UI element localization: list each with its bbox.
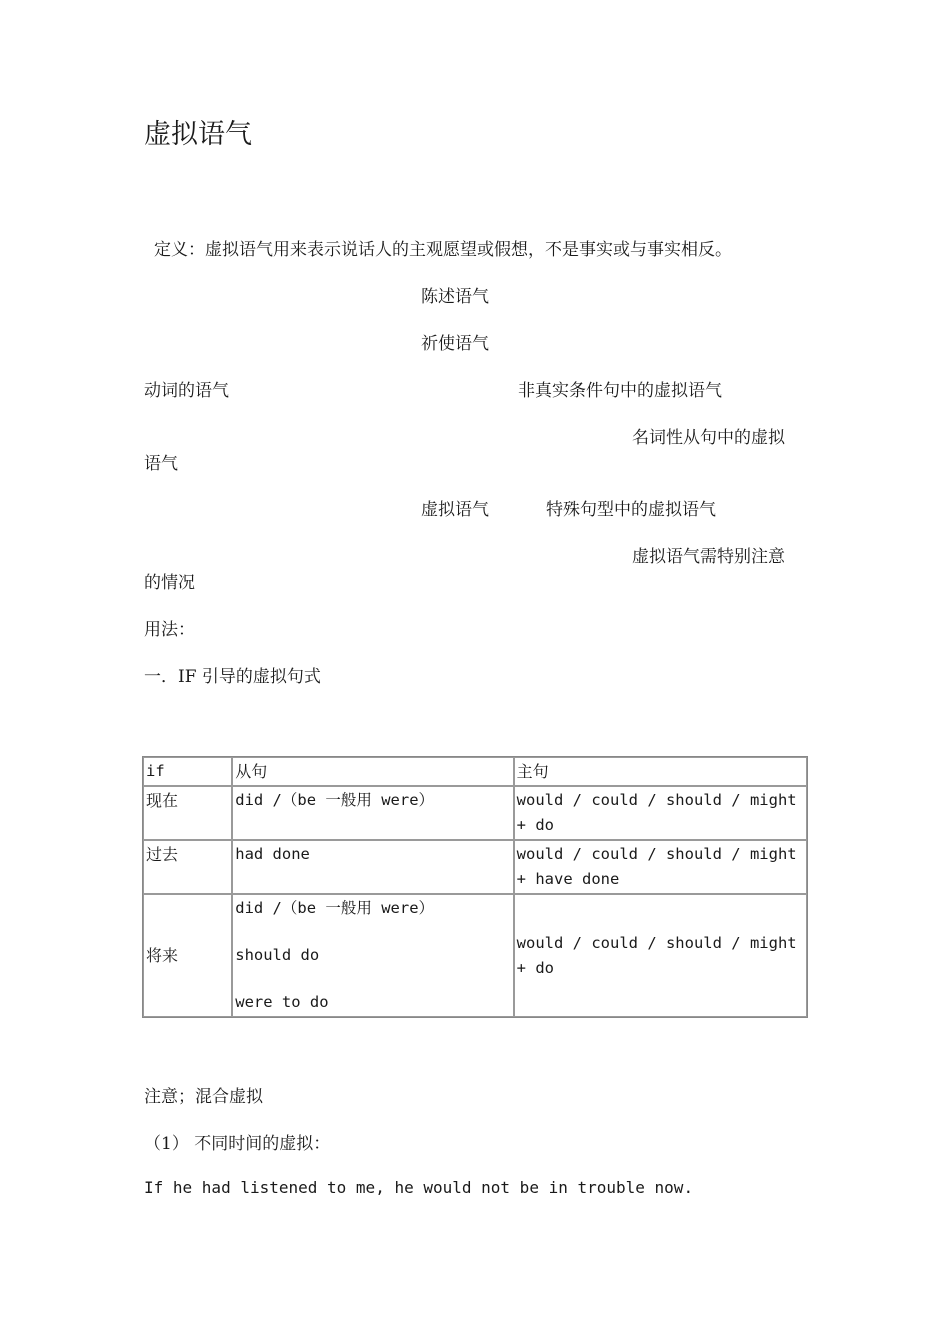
table-row [143, 840, 807, 894]
note-item-1: （1） 不同时间的虚拟： [144, 1134, 331, 1154]
clause-line: did /（be 一般用 were） [235, 899, 435, 917]
definition-text: 定义：虚拟语气用来表示说话人的主观愿望或假想，不是事实或与事实相反。 [154, 240, 732, 260]
table-cell-time: 过去 [143, 840, 232, 894]
table-cell-main: would / could / should / might + do [514, 894, 807, 1017]
page-title: 虚拟语气 [144, 119, 252, 150]
table-cell-time: 将来 [143, 894, 232, 1017]
table-cell-clause: had done [232, 840, 513, 894]
clause-line: were to do [235, 993, 329, 1011]
table-cell-main: would / could / should / might + have done [514, 840, 807, 894]
mood-noun-clause-wrap: 语气 [144, 454, 178, 474]
table-header-cell: 主句 [514, 757, 807, 786]
table-header-row [143, 757, 807, 786]
mood-indicative: 陈述语气 [421, 287, 489, 307]
mood-attention-wrap: 的情况 [144, 573, 195, 593]
if-subjunctive-table [142, 756, 808, 1018]
table-header-cell: if [143, 757, 232, 786]
mood-attention: 虚拟语气需特别注意 [632, 547, 785, 567]
table-cell-clause [232, 894, 513, 1017]
table-cell-main: would / could / should / might + do [514, 786, 807, 840]
mood-unreal-conditional: 非真实条件句中的虚拟语气 [518, 381, 722, 401]
mood-noun-clause: 名词性从句中的虚拟 [632, 428, 785, 448]
example-sentence: If he had listened to me, he would not be in trouble now. [144, 1178, 694, 1197]
mood-subjunctive: 虚拟语气 [421, 500, 489, 520]
table-cell-time: 现在 [143, 786, 232, 840]
clause-line: should do [235, 946, 320, 964]
mood-imperative: 祈使语气 [421, 334, 489, 354]
mood-special-patterns: 特殊句型中的虚拟语气 [546, 500, 716, 520]
note-label: 注意；混合虚拟 [144, 1087, 263, 1107]
mood-verb: 动词的语气 [144, 381, 229, 401]
usage-label: 用法： [144, 620, 195, 640]
table-header-cell: 从句 [232, 757, 513, 786]
table-cell-clause: did /（be 一般用 were） [232, 786, 513, 840]
table-row [143, 894, 807, 1017]
table-row [143, 786, 807, 840]
section1-title: 一．IF 引导的虚拟句式 [144, 667, 321, 687]
